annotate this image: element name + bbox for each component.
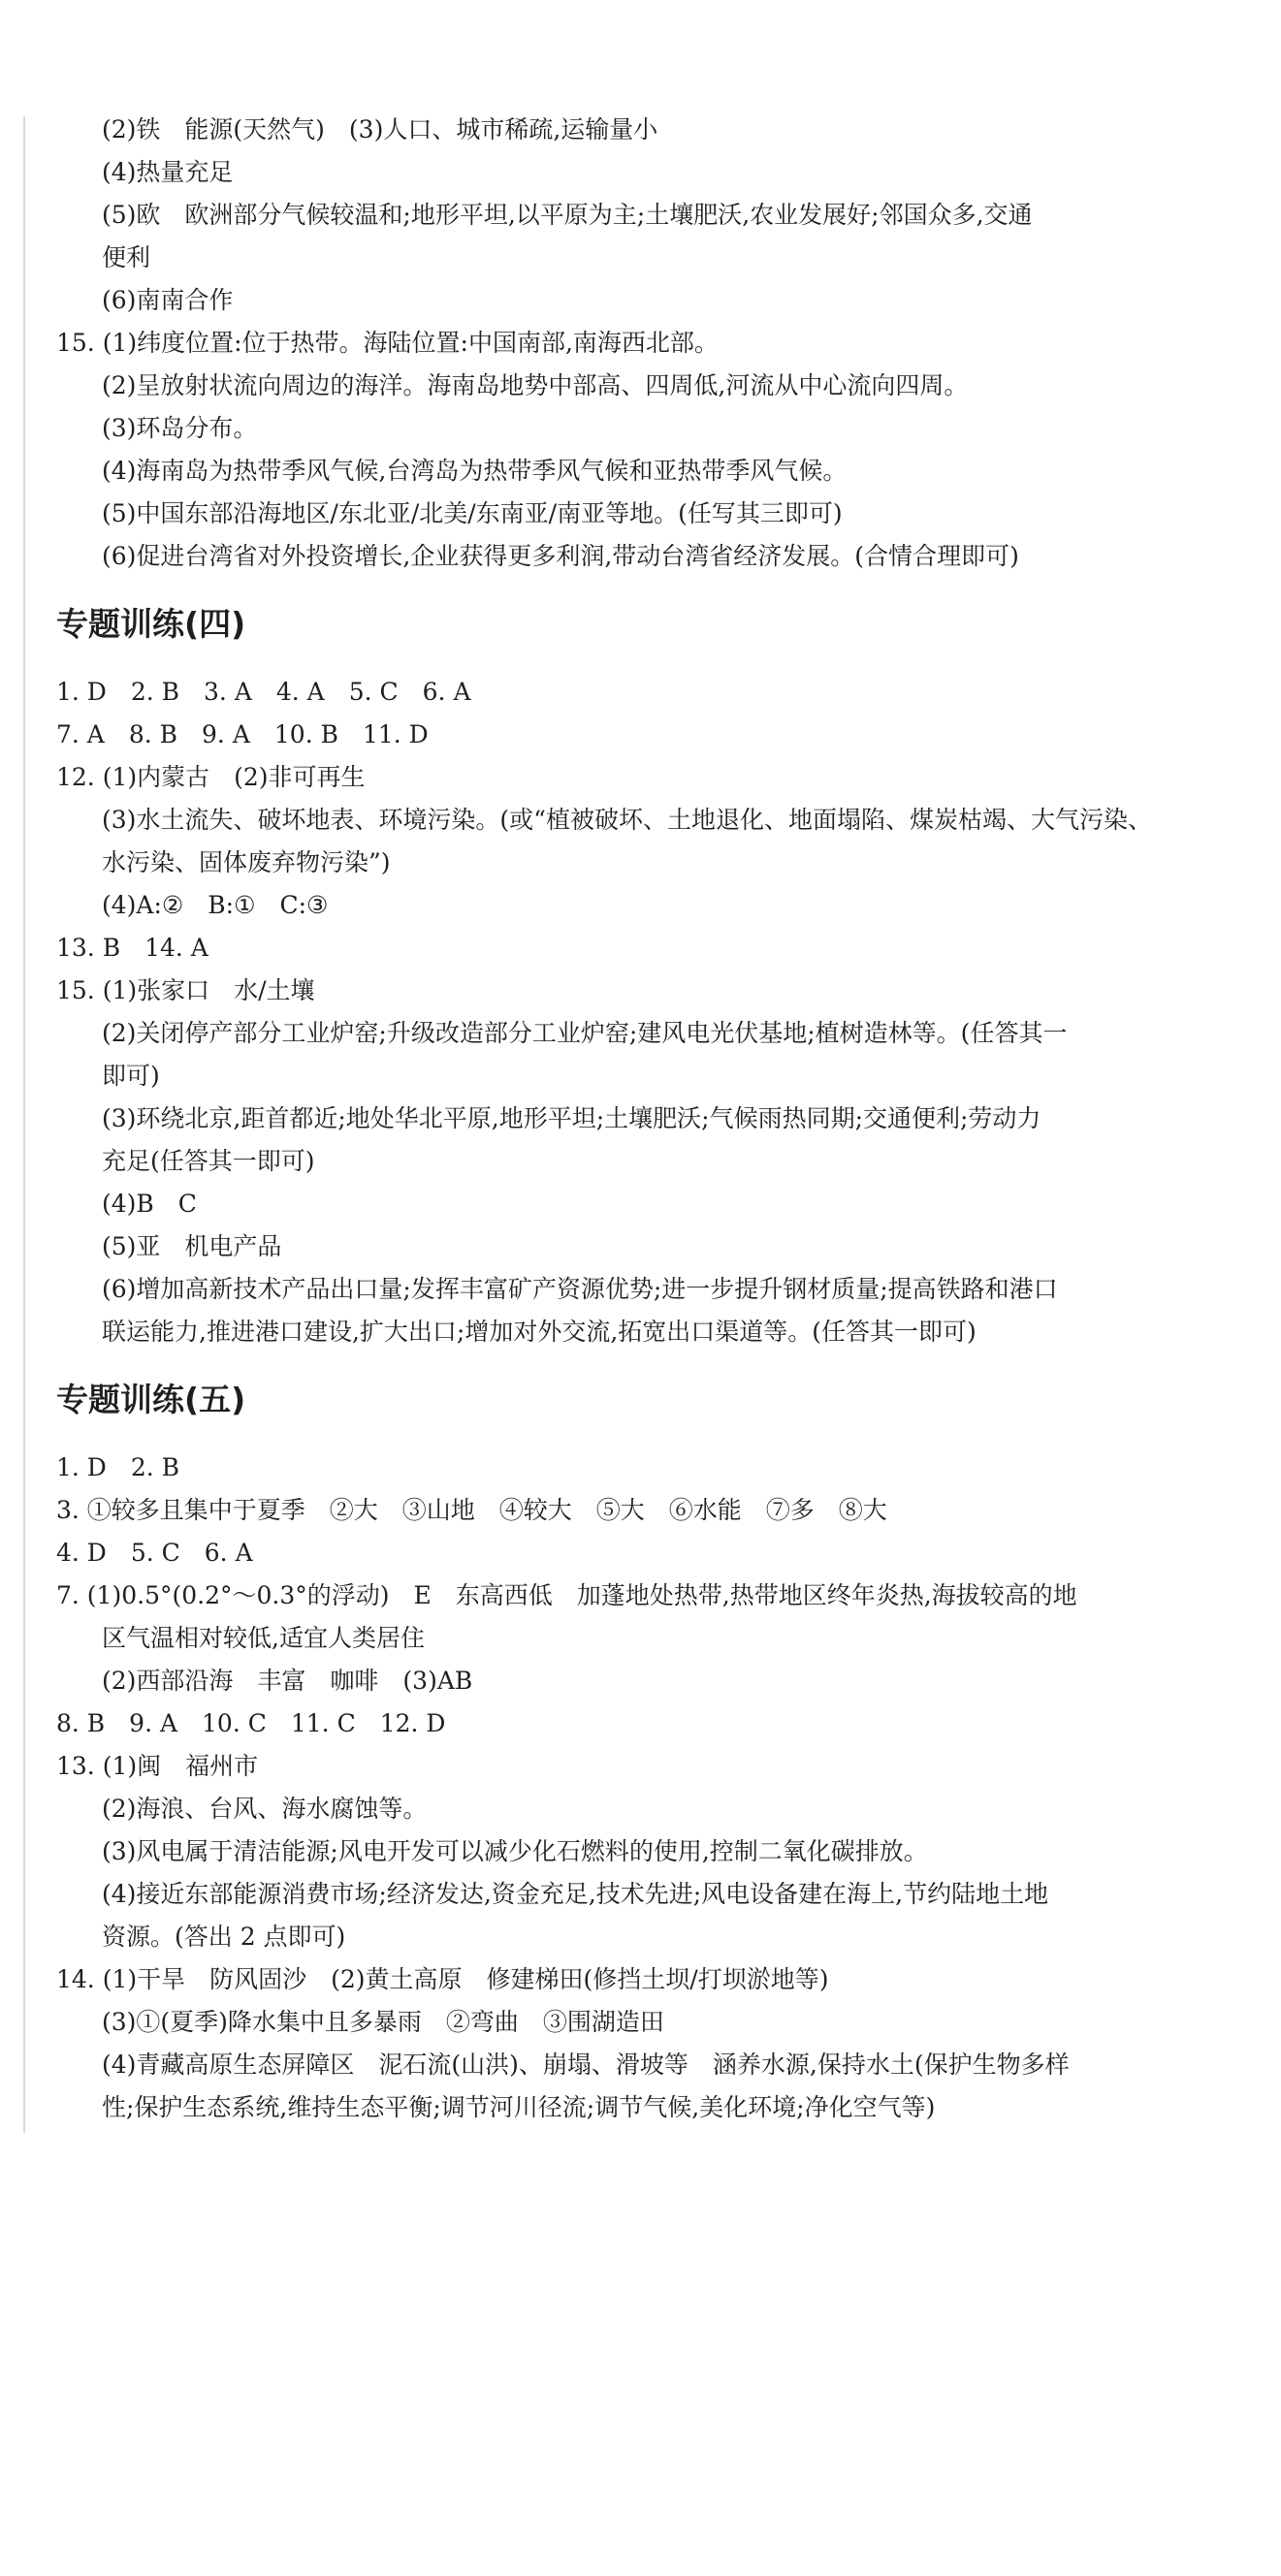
answer-line: (4)B C	[102, 1190, 197, 1218]
answer-line: (4)青藏高原生态屏障区 泥石流(山洪)、崩塌、滑坡等 涵养水源,保持水土(保护生物多样	[102, 2051, 1070, 2079]
answer-content	[56, 109, 1191, 2129]
answer-line: (4)A:② B:① C:③	[102, 891, 329, 919]
section-5-answers	[56, 1447, 1191, 2129]
answer-line: 7. A 8. B 9. A 10. B 11. D	[56, 720, 429, 748]
answer-line: 资源。(答出 2 点即可)	[102, 1923, 346, 1951]
section-heading-5: 专题训练(五)	[56, 1381, 246, 1418]
answer-line: (3)①(夏季)降水集中且多暴雨 ②弯曲 ③围湖造田	[102, 2008, 664, 2036]
left-margin-rule	[23, 116, 25, 2133]
answer-line: 15. (1)纬度位置:位于热带。海陆位置:中国南部,南海西北部。	[56, 329, 719, 357]
answer-line: (3)风电属于清洁能源;风电开发可以减少化石燃料的使用,控制二氧化碳排放。	[102, 1837, 928, 1865]
answer-line: 充足(任答其一即可)	[102, 1147, 315, 1175]
answer-line: (5)欧 欧洲部分气候较温和;地形平坦,以平原为主;土壤肥沃,农业发展好;邻国众多,交通	[102, 201, 1033, 229]
answer-line: (5)亚 机电产品	[102, 1232, 282, 1260]
answer-line: (2)西部沿海 丰富 咖啡 (3)AB	[102, 1667, 473, 1695]
answer-line: (3)环绕北京,距首都近;地处华北平原,地形平坦;土壤肥沃;气候雨热同期;交通便利;劳动力	[102, 1104, 1041, 1132]
answer-line: 1. D 2. B	[56, 1453, 180, 1481]
answer-line: (2)铁 能源(天然气) (3)人口、城市稀疏,运输量小	[102, 115, 658, 143]
answer-line: 14. (1)干旱 防风固沙 (2)黄土高原 修建梯田(修挡土坝/打坝淤地等)	[56, 1965, 829, 1993]
answer-line: 3. ①较多且集中于夏季 ②大 ③山地 ④较大 ⑤大 ⑥水能 ⑦多 ⑧大	[56, 1496, 887, 1524]
answer-line: (2)呈放射状流向周边的海洋。海南岛地势中部高、四周低,河流从中心流向四周。	[102, 371, 969, 399]
answer-line: 联运能力,推进港口建设,扩大出口;增加对外交流,拓宽出口渠道等。(任答其一即可)	[102, 1318, 977, 1346]
answer-line: (6)促进台湾省对外投资增长,企业获得更多利润,带动台湾省经济发展。(合情合理即可)	[102, 542, 1019, 570]
section-4-answers	[56, 671, 1191, 1353]
answer-line: (3)水土流失、破坏地表、环境污染。(或“植被破坏、土地退化、地面塌陷、煤炭枯竭、大气污染、	[102, 806, 1152, 834]
answer-line: 1. D 2. B 3. A 4. A 5. C 6. A	[56, 678, 471, 706]
answer-line: (4)接近东部能源消费市场;经济发达,资金充足,技术先进;风电设备建在海上,节约陆地土地	[102, 1880, 1049, 1908]
answer-line: 8. B 9. A 10. C 11. C 12. D	[56, 1709, 446, 1737]
answer-line: (6)南南合作	[102, 286, 234, 314]
answer-line: 13. B 14. A	[56, 934, 208, 962]
answer-line: 13. (1)闽 福州市	[56, 1752, 259, 1780]
answer-line: 7. (1)0.5°(0.2°～0.3°的浮动) E 东高西低 加蓬地处热带,热带地区终年炎热,海拔较高的地	[56, 1581, 1077, 1609]
answer-line: (2)关闭停产部分工业炉窑;升级改造部分工业炉窑;建风电光伏基地;植树造林等。(任答其一	[102, 1019, 1068, 1047]
answer-line: 区气温相对较低,适宜人类居住	[102, 1624, 425, 1652]
answer-line: 4. D 5. C 6. A	[56, 1539, 253, 1567]
section-heading-4: 专题训练(四)	[56, 605, 246, 643]
answer-line: (4)热量充足	[102, 158, 234, 186]
section-continued-answers	[56, 109, 1191, 578]
answer-line: (4)海南岛为热带季风气候,台湾岛为热带季风气候和亚热带季风气候。	[102, 457, 848, 485]
answer-line: (3)环岛分布。	[102, 414, 258, 442]
answer-line: 12. (1)内蒙古 (2)非可再生	[56, 763, 366, 791]
answer-line: 水污染、固体废弃物污染”)	[102, 848, 391, 876]
answer-line: (5)中国东部沿海地区/东北亚/北美/东南亚/南亚等地。(任写其三即可)	[102, 499, 843, 527]
answer-line: 15. (1)张家口 水/土壤	[56, 976, 315, 1004]
answer-line: (2)海浪、台风、海水腐蚀等。	[102, 1795, 428, 1823]
answer-line: 便利	[102, 243, 151, 271]
answer-line: 性;保护生态系统,维持生态平衡;调节河川径流;调节气候,美化环境;净化空气等)	[102, 2093, 936, 2121]
answer-line: (6)增加高新技术产品出口量;发挥丰富矿产资源优势;进一步提升钢材质量;提高铁路和港口	[102, 1275, 1058, 1303]
answer-line: 即可)	[102, 1062, 160, 1090]
